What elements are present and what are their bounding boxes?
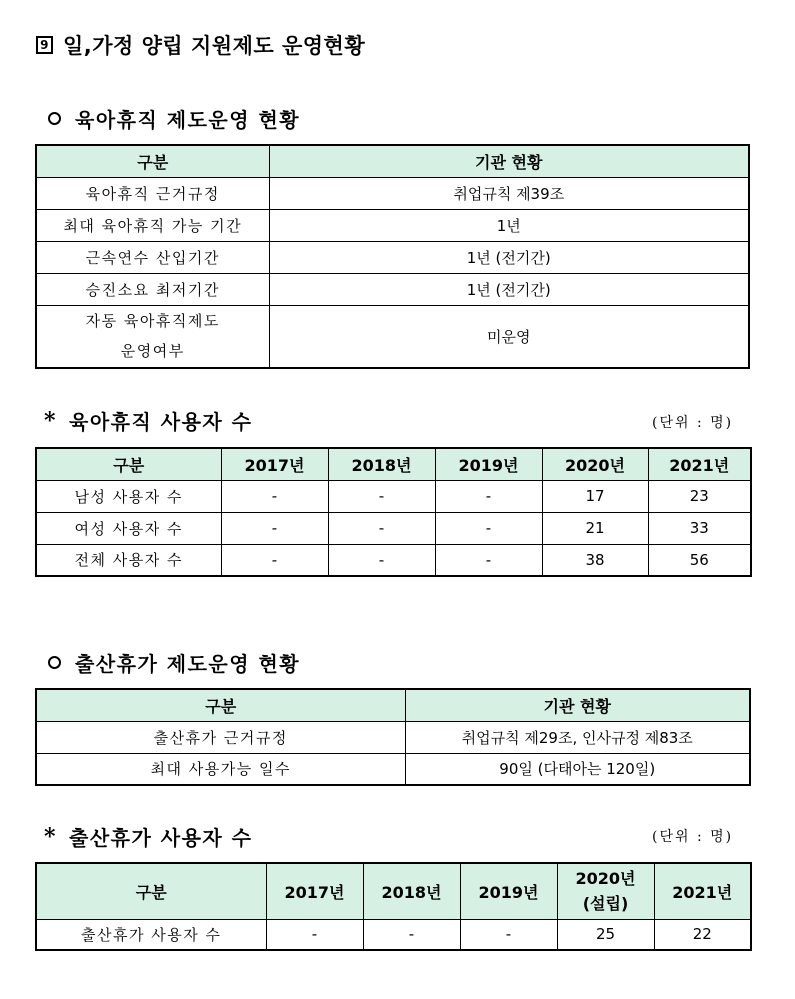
header-year: 2019년 [435,448,542,480]
cell: - [435,480,542,512]
table-row [36,241,749,273]
header-category: 구분 [36,689,405,721]
cell: - [266,919,363,950]
cell: 38 [542,544,648,576]
section3-title-text: 출산휴가 제도운영 현황 [75,652,301,676]
header-year: 2018년 [328,448,435,480]
section4-title [44,822,253,851]
cell: 17 [542,480,648,512]
header-status: 기관 현황 [405,689,750,721]
page-title [36,30,365,60]
page-title-text: 일,가정 양립 지원제도 운영현황 [63,34,366,58]
header-status: 기관 현황 [269,145,749,177]
header-year-text: 2020년 [575,869,636,889]
table-row [36,544,751,576]
cell: 33 [648,512,751,544]
header-year: 2021년 [654,863,751,919]
row-value: 1년 (전기간) [269,241,749,273]
table-row [36,177,749,209]
table-row [36,273,749,305]
table-header-row [36,145,749,177]
row-label [36,305,269,368]
cell: - [435,512,542,544]
table-row [36,209,749,241]
asterisk-icon: * [44,823,58,850]
cell: 23 [648,480,751,512]
cell: - [328,544,435,576]
header-category: 구분 [36,863,266,919]
row-label: 최대 사용가능 일수 [36,753,405,785]
unit-label: (단위 : 명) [652,829,734,845]
row-label: 출산휴가 근거규정 [36,721,405,753]
table-row [36,480,751,512]
row-label: 근속연수 산입기간 [36,241,269,273]
row-label: 출산휴가 사용자 수 [36,919,266,950]
parental-leave-users-table [35,447,752,577]
cell: - [221,544,328,576]
cell: 25 [557,919,654,950]
section-number-box: 9 [36,36,53,54]
row-label-line1: 자동 육아휴직제도 [85,312,220,331]
header-year-note: (설립) [582,894,629,914]
cell: - [460,919,557,950]
row-label: 최대 육아휴직 가능 기간 [36,209,269,241]
section4-title-text: 출산휴가 사용자 수 [69,826,253,850]
row-label-line2: 운영여부 [120,342,185,361]
row-label: 전체 사용자 수 [36,544,221,576]
circle-bullet-icon [48,656,61,669]
row-value: 취업규칙 제39조 [269,177,749,209]
row-value: 1년 (전기간) [269,273,749,305]
cell: 22 [654,919,751,950]
row-label: 승진소요 최저기간 [36,273,269,305]
table-row [36,919,751,950]
table-row [36,305,749,368]
table-row [36,512,751,544]
header-year: 2021년 [648,448,751,480]
row-label: 육아휴직 근거규정 [36,177,269,209]
section1-title-text: 육아휴직 제도운영 현황 [75,108,301,132]
header-category: 구분 [36,145,269,177]
row-value: 취업규칙 제29조, 인사규정 제83조 [405,721,750,753]
maternity-leave-policy-table [35,688,751,786]
cell: - [221,512,328,544]
header-category: 구분 [36,448,221,480]
cell: 56 [648,544,751,576]
row-value: 1년 [269,209,749,241]
header-year: 2018년 [363,863,460,919]
section3-title [44,648,300,677]
row-label: 남성 사용자 수 [36,480,221,512]
maternity-leave-users-table [35,862,752,951]
table-header-row [36,689,750,721]
table-header-row [36,863,751,919]
section1-title [44,104,300,133]
header-year: 2017년 [221,448,328,480]
section2-title-text: 육아휴직 사용자 수 [69,410,253,434]
asterisk-icon: * [44,407,58,434]
section2-title [44,406,253,435]
cell: - [435,544,542,576]
row-value: 미운영 [269,305,749,368]
parental-leave-policy-table [35,144,750,369]
header-year: 2020년 [542,448,648,480]
row-label: 여성 사용자 수 [36,512,221,544]
cell: 21 [542,512,648,544]
header-year: 2019년 [460,863,557,919]
unit-label: (단위 : 명) [652,415,734,431]
cell: - [221,480,328,512]
table-row [36,721,750,753]
header-year [557,863,654,919]
cell: - [328,512,435,544]
cell: - [328,480,435,512]
header-year: 2017년 [266,863,363,919]
table-header-row [36,448,751,480]
circle-bullet-icon [48,112,61,125]
cell: - [363,919,460,950]
row-value: 90일 (다태아는 120일) [405,753,750,785]
table-row [36,753,750,785]
